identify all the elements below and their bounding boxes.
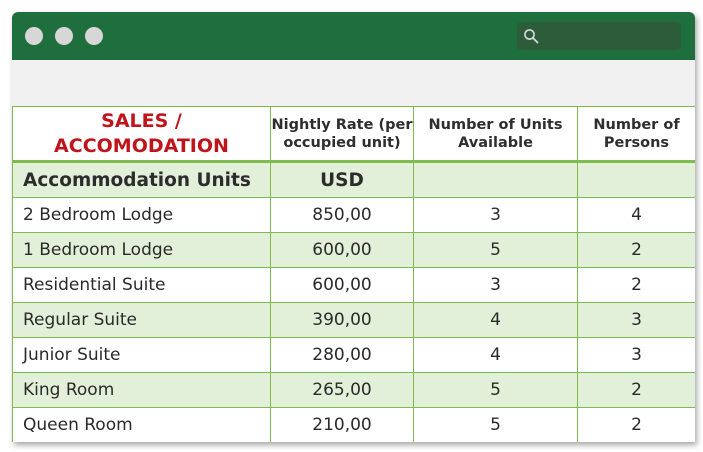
unit-name-cell: 2 Bedroom Lodge — [13, 198, 271, 233]
subheader-empty — [414, 162, 578, 198]
table-row — [13, 408, 696, 443]
table-row — [13, 198, 696, 233]
close-window-button[interactable] — [25, 27, 43, 45]
nightly-rate-cell: 390,00 — [271, 303, 414, 338]
table-header-row — [13, 107, 696, 162]
nightly-rate-cell: 850,00 — [271, 198, 414, 233]
nightly-rate-cell: 600,00 — [271, 268, 414, 303]
subheader-currency: USD — [271, 162, 414, 198]
header-units-available: Number of Units Available — [414, 107, 578, 162]
persons-cell: 3 — [578, 303, 696, 338]
unit-name-cell: King Room — [13, 373, 271, 408]
app-window — [12, 12, 695, 442]
table-row — [13, 268, 696, 303]
subheader-empty — [578, 162, 696, 198]
unit-name-cell: Residential Suite — [13, 268, 271, 303]
unit-name-cell: Junior Suite — [13, 338, 271, 373]
unit-name-cell: Regular Suite — [13, 303, 271, 338]
search-icon — [523, 28, 539, 44]
nightly-rate-cell: 210,00 — [271, 408, 414, 443]
persons-cell: 4 — [578, 198, 696, 233]
units-available-cell: 5 — [414, 408, 578, 443]
persons-cell: 2 — [578, 408, 696, 443]
units-available-cell: 3 — [414, 198, 578, 233]
nightly-rate-cell: 280,00 — [271, 338, 414, 373]
persons-cell: 2 — [578, 373, 696, 408]
persons-cell: 3 — [578, 338, 696, 373]
persons-cell: 2 — [578, 268, 696, 303]
subheader-units-label: Accommodation Units — [13, 162, 271, 198]
header-persons: Number of Persons — [578, 107, 696, 162]
table-row — [13, 233, 696, 268]
maximize-window-button[interactable] — [85, 27, 103, 45]
units-available-cell: 5 — [414, 233, 578, 268]
units-available-cell: 5 — [414, 373, 578, 408]
unit-name-cell: Queen Room — [13, 408, 271, 443]
toolbar — [12, 60, 695, 106]
table-row — [13, 303, 696, 338]
persons-cell: 2 — [578, 233, 696, 268]
table-row — [13, 338, 696, 373]
unit-name-cell: 1 Bedroom Lodge — [13, 233, 271, 268]
nightly-rate-cell: 265,00 — [271, 373, 414, 408]
nightly-rate-cell: 600,00 — [271, 233, 414, 268]
units-available-cell: 4 — [414, 303, 578, 338]
header-nightly-rate: Nightly Rate (per occupied unit) — [271, 107, 414, 162]
units-available-cell: 3 — [414, 268, 578, 303]
units-available-cell: 4 — [414, 338, 578, 373]
table-row — [13, 373, 696, 408]
search-input[interactable] — [517, 22, 681, 50]
header-sales-accommodation: SALES / ACCOMODATION — [13, 107, 271, 162]
title-bar — [12, 12, 695, 60]
minimize-window-button[interactable] — [55, 27, 73, 45]
subheader-row — [13, 162, 696, 198]
accommodation-table — [12, 106, 695, 442]
